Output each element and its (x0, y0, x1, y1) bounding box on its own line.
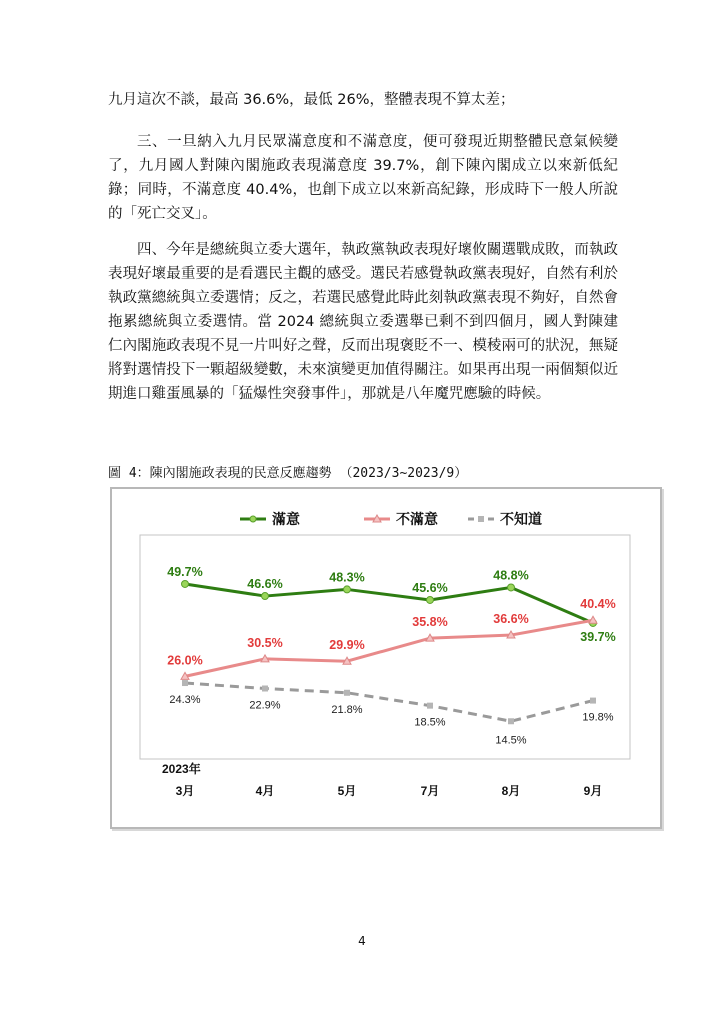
x-tick-label: 3月 (175, 784, 195, 798)
x-tick-label: 7月 (420, 784, 440, 798)
data-label-1-4: 36.6% (493, 612, 529, 627)
point-unknown-5 (590, 698, 596, 704)
x-tick-label: 8月 (501, 784, 521, 798)
data-label-0-1: 46.6% (247, 577, 283, 592)
data-label-0-2: 48.3% (329, 570, 365, 585)
point-unknown-3 (427, 703, 433, 709)
data-label-2-3: 18.5% (414, 716, 446, 729)
point-unknown-0 (182, 680, 188, 686)
data-label-0-5: 39.7% (580, 629, 616, 644)
data-label-1-0: 26.0% (167, 653, 203, 668)
x-tick-label: 4月 (255, 784, 275, 798)
x-tick-label: 9月 (583, 784, 603, 798)
point-satisfied-2 (344, 586, 351, 593)
point-satisfied-0 (182, 580, 189, 587)
chart-frame (110, 487, 662, 829)
point-satisfied-1 (262, 593, 269, 600)
data-label-2-4: 14.5% (495, 734, 527, 747)
legend-label-0: 滿意 (272, 511, 300, 527)
point-unknown-1 (262, 685, 268, 691)
data-label-2-1: 22.9% (249, 699, 281, 712)
paragraph-3: 四、今年是總統與立委大選年，執政黨執政表現好壞攸關選戰成敗，而執政表現好壞最重要的是看選民主觀的感受。選民若感覺執政黨表現好，自然有利於執政黨總統與立委選情；反之，若選民感覺此時此刻執政黨表現不夠好，自然會拖累總統與立委選情。當 2024 總統與立委選舉已剩不到四個月，國人對陳建仁內閣施政表現不見一片叫好之聲，反而出現褒貶不一、模稜兩可的狀況，無疑將對選情投下一顆超級變數，未來演變更加值得關注。如果再出現一兩個類似近期進口雞蛋風暴的「猛爆性突發事件」，那就是八年魔咒應驗的時候。 (108, 242, 618, 402)
data-label-2-2: 21.8% (331, 703, 363, 716)
legend-marker-0 (250, 516, 256, 522)
data-label-1-3: 35.8% (412, 615, 448, 630)
paragraph-2: 三、一旦納入九月民眾滿意度和不滿意度，便可發現近期整體民意氣候變了，九月國人對陳內閣施政表現滿意度 39.7%，創下陳內閣成立以來新低紀錄；同時，不滿意度 40.4%，也創下成立以來新高紀錄，形成時下一般人所說的「死亡交叉」。 (108, 134, 618, 222)
data-label-2-5: 19.8% (582, 711, 614, 724)
point-unknown-2 (344, 690, 350, 696)
trend-line-chart (112, 489, 660, 827)
data-label-0-4: 48.8% (493, 568, 529, 583)
point-unknown-4 (508, 718, 514, 724)
x-tick-label: 5月 (337, 784, 357, 798)
figure-caption: 圖 4：陳內閣施政表現的民意反應趨勢 （2023/3~2023/9） (108, 466, 468, 481)
legend-marker-2 (478, 516, 484, 522)
page-number: 4 (358, 934, 366, 948)
paragraph-1: 九月這次不談，最高 36.6%，最低 26%，整體表現不算太差； (108, 92, 515, 108)
legend-label-1: 不滿意 (396, 511, 438, 527)
data-label-0-0: 49.7% (167, 564, 203, 579)
plot-area (140, 535, 630, 759)
point-satisfied-4 (508, 584, 515, 591)
data-label-1-5: 40.4% (580, 597, 616, 612)
data-label-1-1: 30.5% (247, 635, 283, 650)
data-label-2-0: 24.3% (169, 694, 201, 707)
data-label-0-3: 45.6% (412, 580, 448, 595)
year-label: 2023年 (162, 762, 201, 776)
data-label-1-2: 29.9% (329, 638, 365, 653)
legend-label-2: 不知道 (500, 511, 542, 527)
point-satisfied-3 (427, 596, 434, 603)
